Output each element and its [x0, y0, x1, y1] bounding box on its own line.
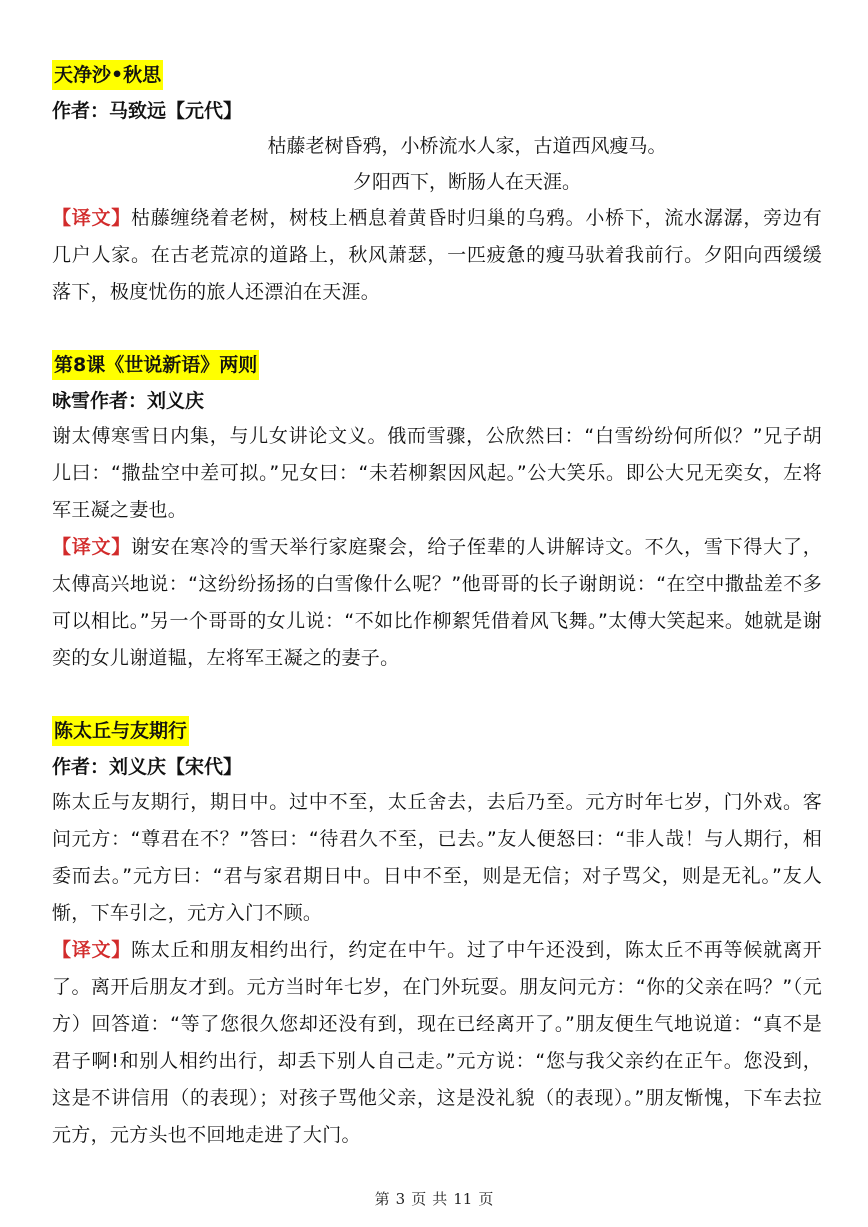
translation-paragraph [52, 932, 822, 1154]
section-title: 第8课《世说新语》两则 [52, 350, 259, 380]
translation-text: 陈太丘和朋友相约出行，约定在中午。过了中午还没到，陈太丘不再等候就离开了。离开后朋友才到。元方当时年七岁，在门外玩耍。朋友问元方：“你的父亲在吗？”（元方）回答道：“等了您很久您却还没有到，现在已经离开了。”朋友便生气地说道：“真不是君子啊!和别人相约出行，却丢下别人自己走。”元方说：“您与我父亲约在正午。您没到，这是不讲信用（的表现）；对孩子骂他父亲，这是没礼貌（的表现）。”朋友惭愧，下车去拉元方，元方头也不回地走进了大门。 [52, 939, 822, 1146]
footer-page-unit: 页 [411, 1190, 427, 1208]
section-author: 咏雪作者：刘义庆 [52, 390, 205, 412]
poem-line: 枯藤老树昏鸦，小桥流水人家，古道西风瘦马。 [267, 135, 667, 157]
translation-tag: 【译文】 [52, 207, 132, 229]
section-author: 作者：刘义庆【宋代】 [52, 756, 243, 778]
section-chentaiqiu [52, 716, 822, 1154]
poem-line: 夕阳西下，断肠人在天涯。 [352, 171, 581, 193]
section-title: 天净沙•秋思 [52, 60, 163, 90]
footer-total-prefix: 共 [432, 1190, 448, 1208]
footer-page-number: 3 [395, 1190, 406, 1208]
original-paragraph: 谢太傅寒雪日内集，与儿女讲论文义。俄而雪骤，公欣然曰：“白雪纷纷何所似？”兄子胡儿曰：“撒盐空中差可拟。”兄女曰：“未若柳絮因风起。”公大笑乐。即公大兄无奕女，左将军王凝之妻也。 [52, 425, 822, 521]
section-tianjingsha [52, 60, 822, 311]
original-paragraph: 陈太丘与友期行，期日中。过中不至，太丘舍去，去后乃至。元方时年七岁，门外戏。客问元方：“尊君在不？”答曰：“待君久不至，已去。”友人便怒曰：“非人哉！与人期行，相委而去。”元方曰：“君与家君期日中。日中不至，则是无信；对子骂父，则是无礼。”友人惭，下车引之，元方入门不顾。 [52, 791, 822, 924]
page-footer [0, 1188, 868, 1209]
translation-paragraph [52, 200, 822, 311]
footer-total-pages: 11 [453, 1190, 473, 1208]
footer-prefix: 第 [374, 1190, 390, 1208]
translation-text: 枯藤缠绕着老树，树枝上栖息着黄昏时归巢的乌鸦。小桥下，流水潺潺，旁边有几户人家。在古老荒凉的道路上，秋风萧瑟，一匹疲惫的瘦马驮着我前行。夕阳向西缓缓落下，极度忧伤的旅人还漂泊在天涯。 [52, 207, 822, 303]
section-title: 陈太丘与友期行 [52, 716, 189, 746]
translation-paragraph [52, 529, 822, 677]
translation-text: 谢安在寒冷的雪天举行家庭聚会，给子侄辈的人讲解诗文。不久，雪下得大了，太傅高兴地说：“这纷纷扬扬的白雪像什么呢？”他哥哥的长子谢朗说：“在空中撒盐差不多可以相比。”另一个哥哥的女儿说：“不如比作柳絮凭借着风飞舞。”太傅大笑起来。她就是谢奕的女儿谢道韫，左将军王凝之的妻子。 [52, 536, 822, 669]
translation-tag: 【译文】 [52, 536, 132, 558]
section-author: 作者：马致远【元代】 [52, 100, 243, 122]
translation-tag: 【译文】 [52, 939, 132, 961]
footer-total-unit: 页 [478, 1190, 494, 1208]
section-shishuoxinyu [52, 350, 822, 677]
